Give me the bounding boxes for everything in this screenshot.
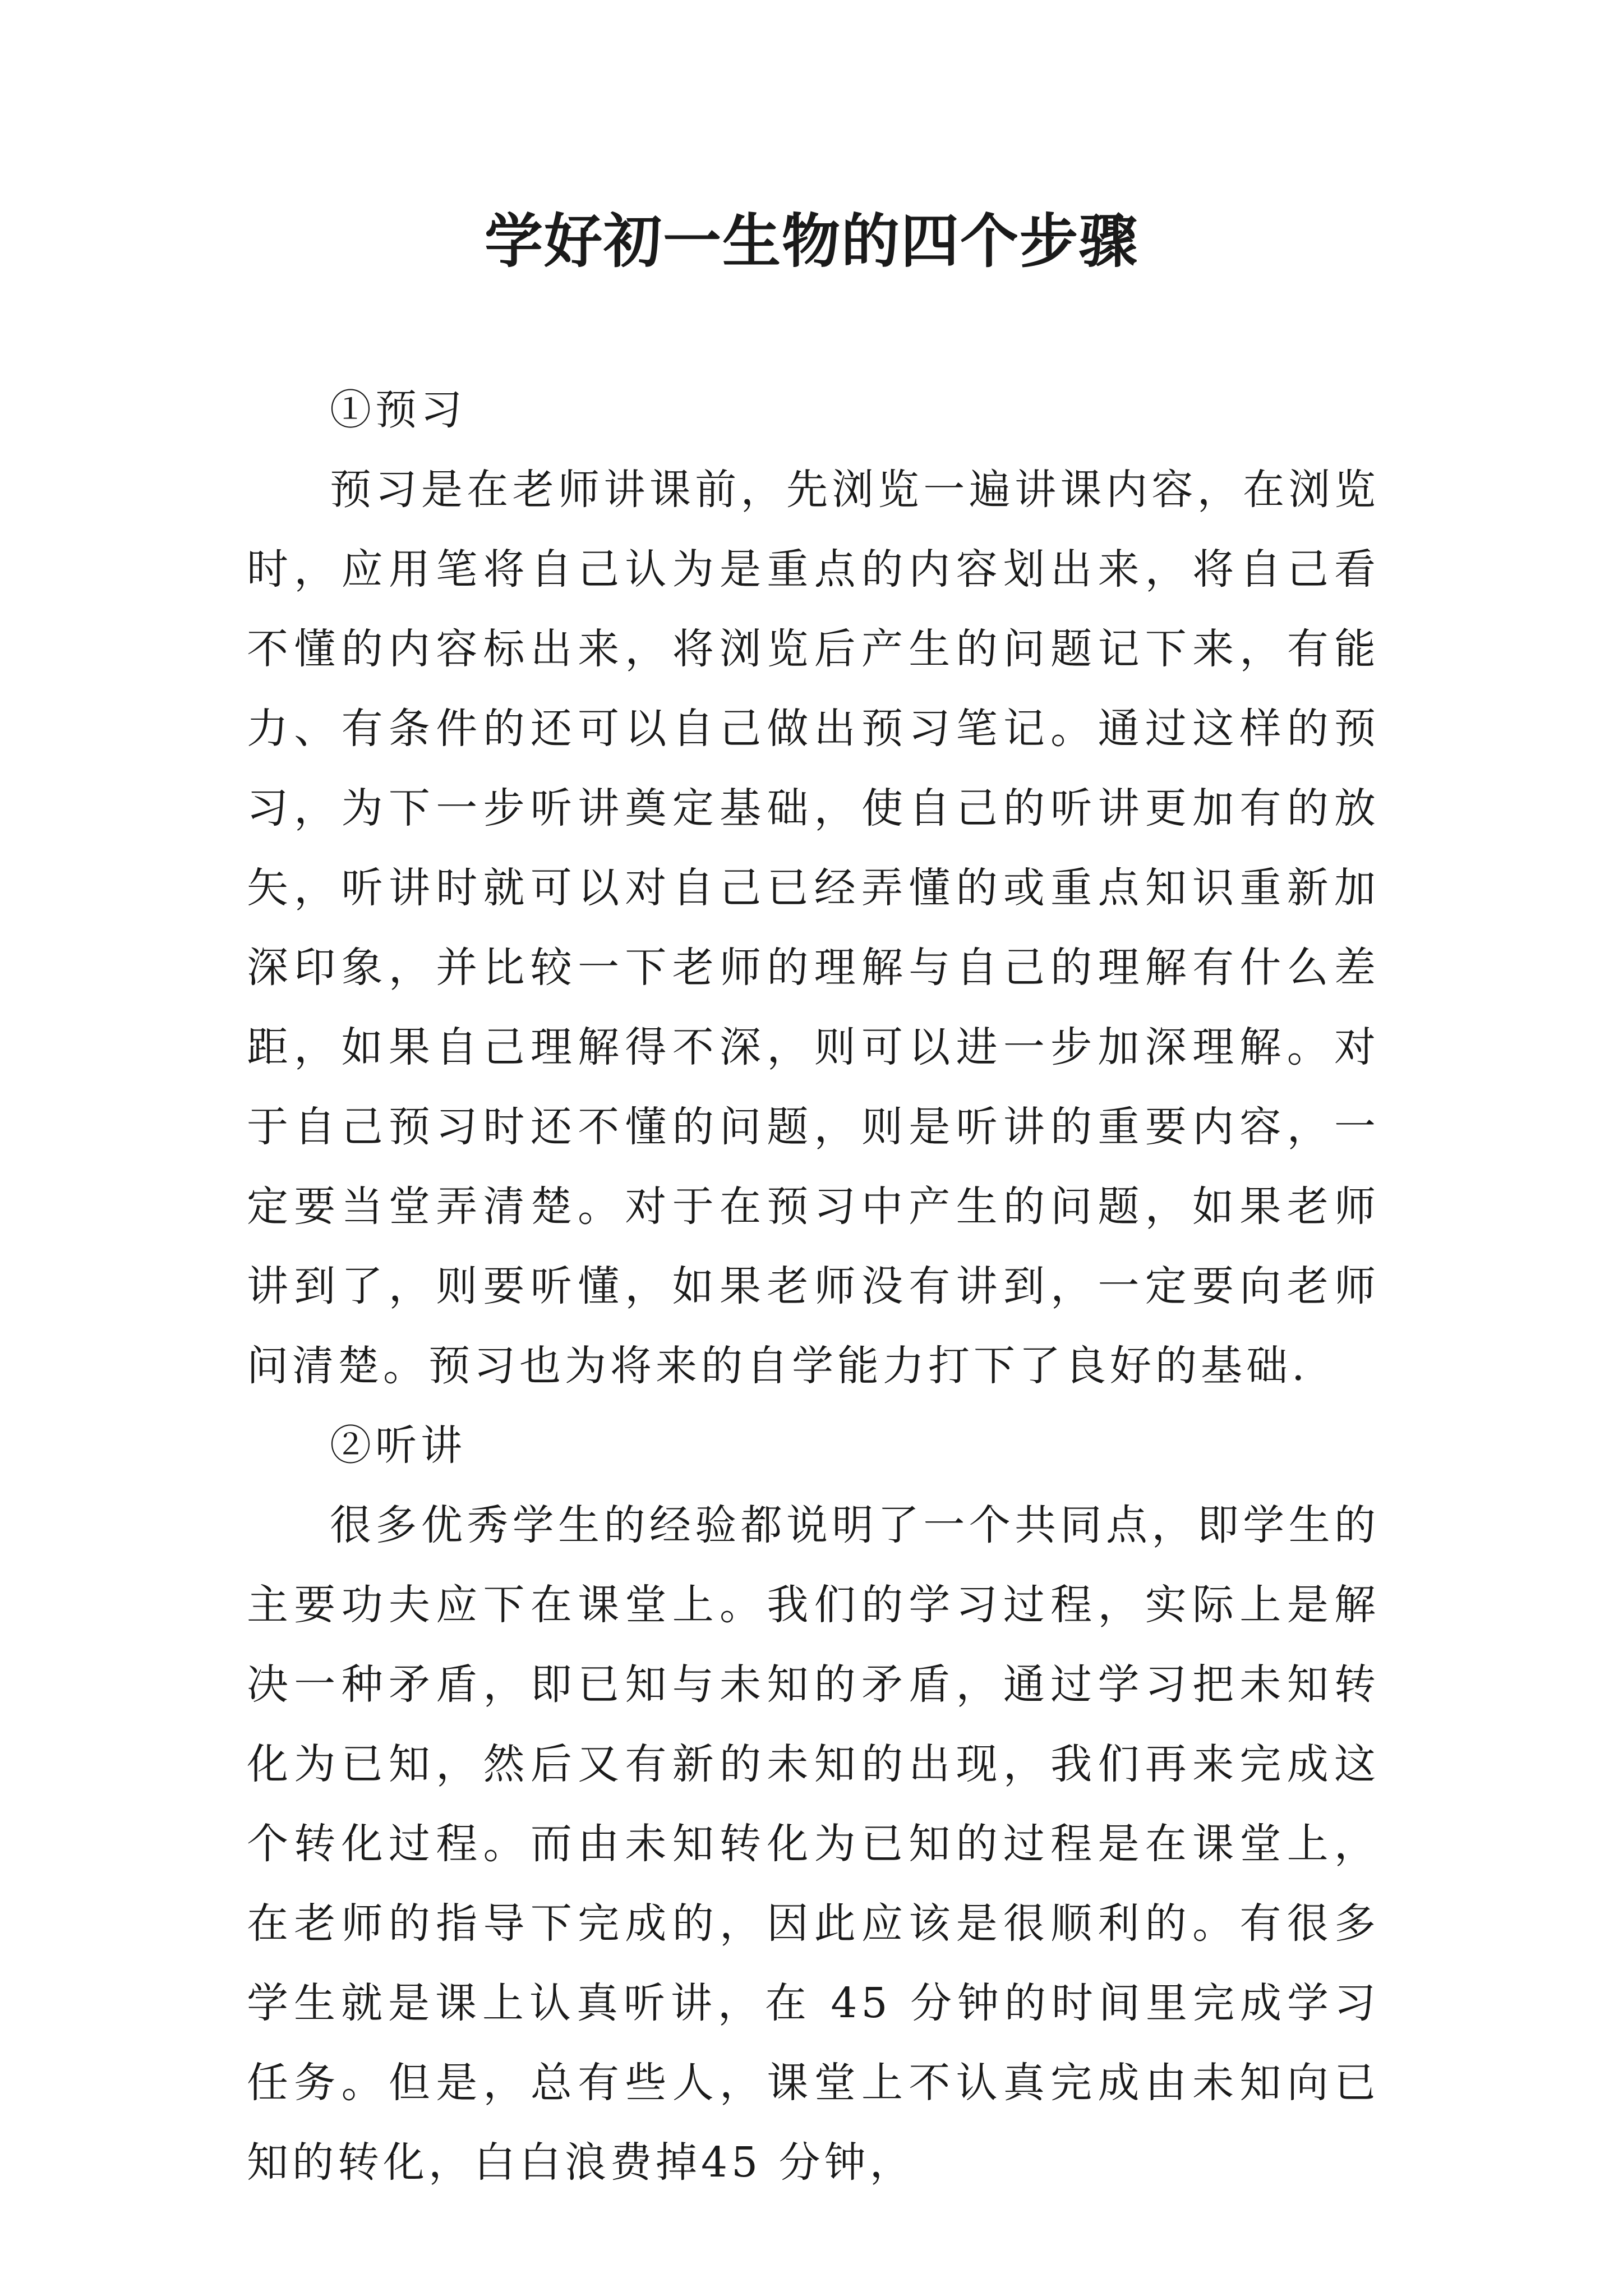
document-body — [247, 370, 1380, 2202]
section-heading-listening: ②听讲 — [330, 1421, 466, 1470]
document-title: 学好初一生物的四个步骤 — [484, 206, 1138, 275]
paragraph-listening: 很多优秀学生的经验都说明了一个共同点，即学生的主要功夫应下在课堂上。我们的学习过程，实际上是解决一种矛盾，即已知与未知的矛盾，通过学习把未知转化为已知，然后又有新的未知的出现，我们再来完成这个转化过程。而由未知转化为已知的过程是在课堂上，在老师的指导下完成的，因此应该是很顺利的。有很多学生就是课上认真听讲，在 45 分钟的时间里完成学习任务。但是，总有些人，课堂上不认真完成由未知向已知的转化，白白浪费掉45 分钟， — [247, 1501, 1380, 2187]
section-heading-preview: ①预习 — [330, 386, 466, 434]
paragraph-preview: 预习是在老师讲课前，先浏览一遍讲课内容，在浏览时，应用笔将自己认为是重点的内容划出来，将自己看不懂的内容标出来，将浏览后产生的问题记下来，有能力、有条件的还可以自己做出预习笔记。通过这样的预习，为下一步听讲奠定基础，使自己的听讲更加有的放矢，听讲时就可以对自己已经弄懂的或重点知识重新加深印象，并比较一下老师的理解与自己的理解有什么差距，如果自己理解得不深，则可以进一步加深理解。对于自己预习时还不懂的问题，则是听讲的重要内容，一定要当堂弄清楚。对于在预习中产生的问题，如果老师讲到了，则要听懂，如果老师没有讲到，一定要向老师问清楚。预习也为将来的自学能力打下了良好的基础. — [247, 466, 1380, 1390]
